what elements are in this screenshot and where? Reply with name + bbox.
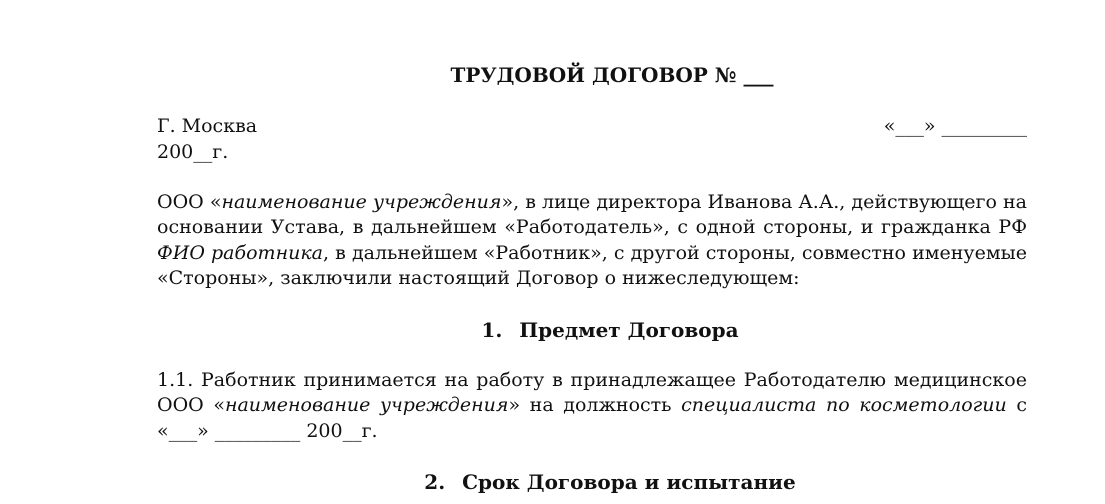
contract-year-blank: 200__г. xyxy=(157,141,229,163)
section-1-number: 1. xyxy=(481,318,503,342)
clause-1-1-text-3: с «___» _________ 200__г. xyxy=(157,394,1027,442)
intro-text-2: », в лице директора Иванова А.А., действующего на основании Устава, в дальнейшем «Работодатель», с одной стороны, и гражданка РФ xyxy=(157,191,1027,239)
clause-1-1-position: специалиста по косметологии xyxy=(681,394,1007,417)
clause-1-1 xyxy=(157,368,1027,444)
document-title: ТРУДОВОЙ ДОГОВОР № ___ xyxy=(450,63,774,87)
intro-text-3: , в дальнейшем «Работник», с другой стороны, совместно именуемые «Стороны», заключили настоящий Договор о нижеследующем: xyxy=(157,241,1027,289)
intro-text-1: ООО « xyxy=(157,191,222,213)
intro-org-name: наименование учреждения xyxy=(221,191,502,213)
clause-1-1-org-name: наименование учреждения xyxy=(224,394,509,417)
section-2-title: Срок Договора и испытание xyxy=(462,470,796,494)
section-heading-1 xyxy=(157,317,1027,343)
contract-date-blank: «___» _________ xyxy=(883,115,1027,137)
section-heading-2 xyxy=(157,469,1027,495)
intro-employee-fio: ФИО работника xyxy=(157,241,323,264)
section-2-number: 2. xyxy=(424,470,446,494)
clause-1-1-text-1: Работник принимается на работу в принадлежащее Работодателю медицинское ООО « xyxy=(157,369,1027,417)
clause-1-1-label: 1.1. xyxy=(157,369,194,391)
city-label: Г. Москва xyxy=(157,115,258,137)
intro-paragraph xyxy=(157,190,1027,291)
section-1-title: Предмет Договора xyxy=(519,318,739,342)
clause-1-1-text-2: » на должность xyxy=(508,394,682,417)
